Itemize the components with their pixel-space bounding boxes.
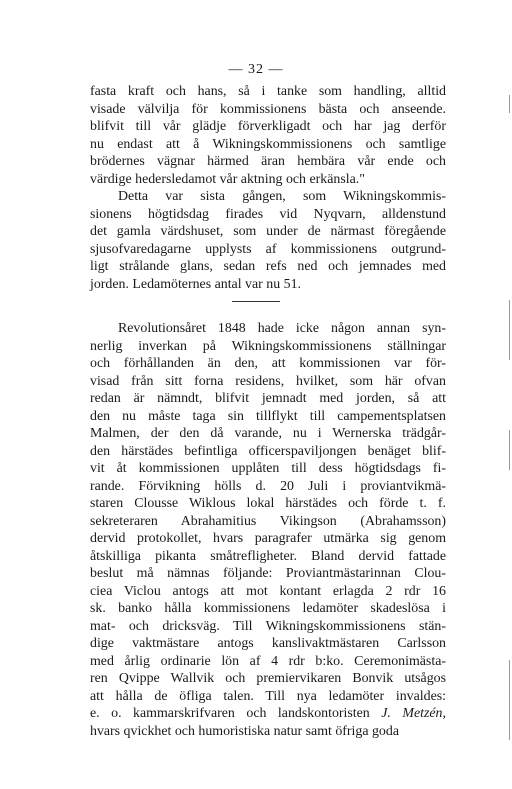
text-line: med årlig ordinarie lön af 4 rdr b:ko. Ceremonimästa- — [90, 653, 446, 669]
text-line: den härstädes befintliga officerspaviljongen benäget blif- — [90, 443, 446, 459]
page-number: — 32 — — [228, 62, 284, 77]
text-line: att hålla de öfliga talen. Till nya ledamöter invaldes: — [90, 688, 446, 704]
text-line: rande. Förvikning hölls d. 20 Juli i proviantvikmä- — [90, 478, 446, 494]
scan-edge-mark — [509, 300, 510, 360]
paragraph-3 — [90, 320, 446, 740]
text-line: den nu måste taga sin tillflykt till campementsplatsen — [90, 408, 446, 424]
text-line: redan är nämndt, blifvit jemnadt med jorden, så att — [90, 391, 446, 406]
scan-edge-mark — [509, 660, 510, 740]
text-line: sionens högtidsdag firades vid Nyqvarn, alldenstund — [90, 206, 446, 222]
text-line: Detta var sista gången, som Wikningskommis- — [118, 189, 446, 204]
text-line: ligt strålande glans, sedan refs ned och jemnades med — [90, 259, 446, 274]
text-line: sk. banko hålla kommissionens ledamöter skadeslösa i — [90, 601, 446, 616]
text-line: nu endast att å Wikningskommissionens och samtlige — [90, 136, 446, 152]
text-line: ren Qvippe Wallvik och premiervikaren Bonvik utsågos — [90, 671, 446, 686]
paragraph-1 — [90, 83, 446, 188]
text-line: staren Clousse Wiklous lokal härstädes och förde t. f. — [90, 496, 446, 511]
text-line: ciea Viclou antogs att mot kontant erlagda 2 rdr 16 — [90, 583, 446, 599]
text-line: nerlig inverkan på Wikningskommissionens ställningar — [90, 338, 446, 354]
text-line: vit åt kommissionen upplåten till dess högtidsdags fi- — [90, 461, 446, 476]
person-name: J. Metzén, — [381, 706, 446, 721]
scan-edge-mark — [509, 430, 510, 470]
text-line: fasta kraft och hans, så i tanke som handling, alltid — [90, 84, 446, 99]
text-line: visade välvilja för kommissionens bästa och anseende. — [90, 101, 446, 117]
text-line: dige vaktmästare antogs kanslivaktmästaren Carlsson — [90, 636, 446, 651]
text-line: dervid protokollet, hvars paragrafer utmärka sig genom — [90, 531, 446, 546]
text-line: jorden. Ledamöternes antal var nu 51. — [90, 276, 301, 292]
text-line: och förhållanden än den, att kommissionen var för- — [90, 356, 446, 371]
text-line: hvars qvickhet och humoristiska natur samt öfriga goda — [90, 723, 399, 739]
text-line-prefix: e. o. kammarskrifvaren och landskontoristen — [90, 706, 370, 721]
text-line: Revolutionsåret 1848 hade icke någon annan syn- — [118, 321, 446, 336]
section-divider — [232, 301, 280, 302]
text-line: brödernes vägnar härmed äran hembära vår ende och — [90, 154, 446, 169]
text-line: sekreteraren Abrahamitius Vikingson (Abrahamsson) — [90, 513, 446, 529]
text-line: mat- och dricksväg. Till Wikningskommissionens stän- — [90, 618, 446, 634]
scan-edge-mark — [509, 95, 510, 113]
text-line: åtskilliga pikanta småtrefligheter. Bland dervid fattade — [90, 548, 446, 564]
text-line: blifvit till vår glädje förverkligadt och har jag derför — [90, 119, 446, 134]
text-line: det gamla värdshuset, som under de närmast föregående — [90, 224, 446, 239]
text-line: sjusofvaredagarne upplysts af kommissionens outgrund- — [90, 241, 446, 257]
text-line-with-name — [90, 705, 446, 723]
text-line: värdige hedersledamot vår aktning och erkänsla." — [90, 171, 365, 187]
text-line: beslut må nämnas följande: Proviantmästarinnan Clou- — [90, 566, 446, 581]
text-line: Malmen, der den då varande, nu i Wernerska trädgår- — [90, 426, 446, 441]
paragraph-2 — [90, 188, 446, 293]
text-line: visad från sitt forna residens, hvilket, som här ofvan — [90, 373, 446, 389]
